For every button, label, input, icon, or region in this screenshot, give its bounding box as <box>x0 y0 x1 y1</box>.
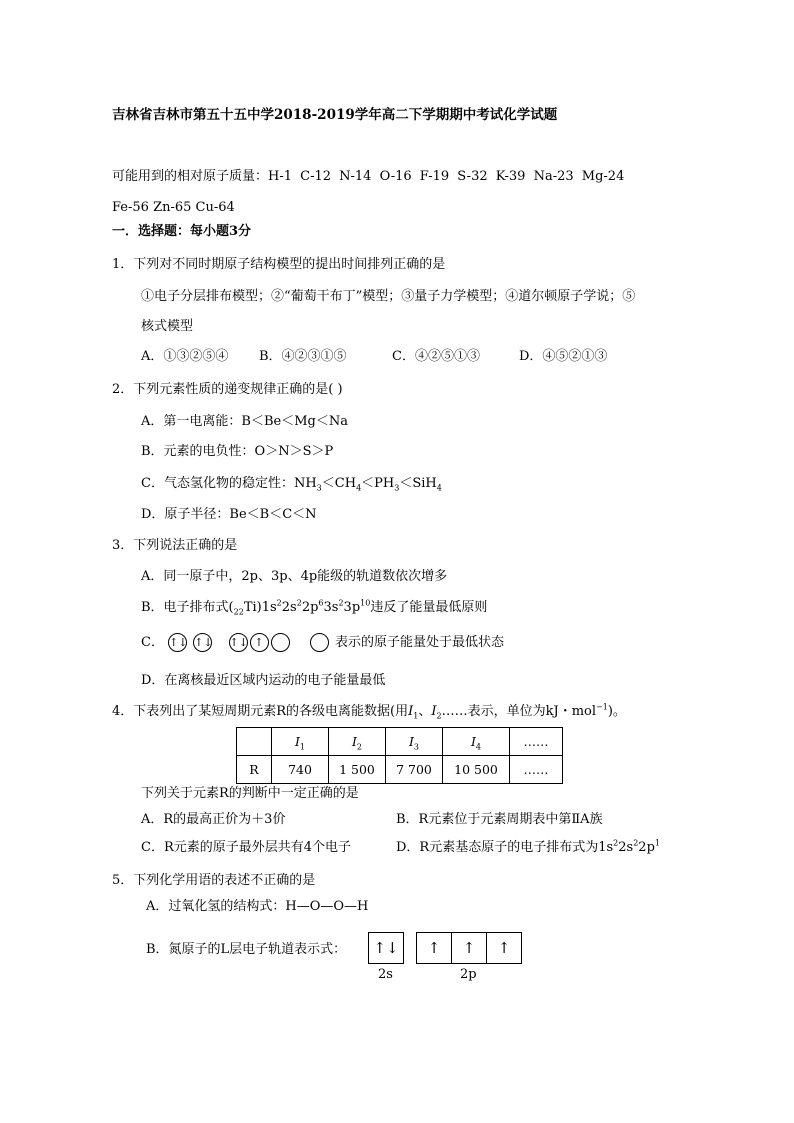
exam-title: 吉林省吉林市第五十五中学2018-2019学年高二下学期期中考试化学试题 <box>112 107 558 123</box>
q3-option-b-label: B．电子排布式( <box>141 600 234 615</box>
q2-option-d: D．原子半径：Be＜B＜C＜N <box>141 507 317 522</box>
q2-option-c <box>141 475 442 493</box>
q2-option-c-label: C．气态氢化物的稳定性： <box>141 476 294 491</box>
table-cell: …… <box>510 728 563 756</box>
label-2p: 2p <box>460 967 477 982</box>
orbital-circle-icon <box>310 633 329 652</box>
q4-option-a: A．R的最高正价为＋3价 <box>141 812 286 827</box>
q3-option-c-label: C． <box>141 635 164 650</box>
q1-option-c: C．④②⑤①③ <box>392 349 480 364</box>
table-cell: 1 500 <box>329 756 386 784</box>
q1-line3: 核式模型 <box>141 319 194 334</box>
q3-stem: 3．下列说法正确的是 <box>112 538 238 553</box>
table-cell: 10 500 <box>443 756 510 784</box>
table-cell: $I_4$ <box>443 728 510 756</box>
q3-option-d: D．在离核最近区域内运动的电子能量最低 <box>141 673 386 688</box>
table-cell: …… <box>510 756 563 784</box>
orbital-box-2s: ↑↓ <box>368 932 404 964</box>
atomic-masses-line2: Fe-56 Zn-65 Cu-64 <box>112 200 235 215</box>
q3-option-c <box>141 632 504 654</box>
orbital-circle-icon: ↑↓ <box>193 633 212 652</box>
orbital-box-2p-1: ↑ <box>416 932 452 964</box>
section-heading: 一．选择题：每小题3分 <box>112 224 252 239</box>
orbital-box-2p-3: ↑ <box>486 932 522 964</box>
q4-option-c: C．R元素的原子最外层共有4个电子 <box>141 840 352 855</box>
q1-line2: ①电子分层排布模型；②“葡萄干布丁”模型；③量子力学模型；④道尔顿原子学说；⑤ <box>141 289 636 304</box>
table-cell: $I_3$ <box>386 728 443 756</box>
table-cell: R <box>237 756 272 784</box>
q5-option-a: A．过氧化氢的结构式：H—O—O—H <box>146 899 369 914</box>
orbital-circle-icon: ↑↓ <box>168 633 187 652</box>
q3-option-b <box>141 599 487 617</box>
table-cell: $I_2$ <box>329 728 386 756</box>
q3-option-a: A．同一原子中，2p、3p、4p能级的轨道数依次增多 <box>141 569 448 584</box>
q3-option-b-suffix: 违反了能量最低原则 <box>370 600 488 615</box>
q4-option-d: D．R元素基态原子的电子排布式为$1s^22s^22p^1$ <box>396 838 660 855</box>
orbital-circle-icon <box>271 633 290 652</box>
q2-formula: $NH_3<CH_4<PH_3<SiH_4$ <box>293 476 442 493</box>
q4-option-b: B．R元素位于元素周期表中第ⅡA族 <box>396 812 603 827</box>
q2-stem: 2．下列元素性质的递变规律正确的是( ) <box>112 382 343 397</box>
table-row <box>237 756 563 784</box>
ionization-energy-table <box>236 727 563 784</box>
q4-stem: 4．下表列出了某短周期元素R的各级电离能数据(用$I_1$、$I_2\dots\dots$表示，单位为kJ・mol$^{-1}$)。 <box>112 702 626 721</box>
q5-option-b: B．氮原子的L层电子轨道表示式： <box>146 942 347 957</box>
orbital-circles <box>168 635 335 650</box>
q1-option-d: D．④⑤②①③ <box>519 349 608 364</box>
orbital-circle-icon: ↑↓ <box>229 633 248 652</box>
label-2s: 2s <box>378 967 393 982</box>
q1-option-b: B．④②③①⑤ <box>259 349 347 364</box>
q1-option-a: A．①③②⑤④ <box>141 349 229 364</box>
q5-stem: 5．下列化学用语的表述不正确的是 <box>112 873 316 888</box>
q2-option-b: B．元素的电负性：O＞N＞S＞P <box>141 444 334 459</box>
table-cell: $I_1$ <box>272 728 329 756</box>
orbital-circle-icon: ↑ <box>250 633 269 652</box>
orbital-box-2p-2: ↑ <box>451 932 487 964</box>
q3-option-c-suffix: 表示的原子能量处于最低状态 <box>334 635 504 650</box>
table-cell: 7 700 <box>386 756 443 784</box>
q2-option-a: A．第一电离能：B＜Be＜Mg＜Na <box>141 414 348 429</box>
atomic-masses-line1: 可能用到的相对原子质量：H-1 C-12 N-14 O-16 F-19 S-32 K-39 Na-23 Mg-24 <box>112 169 625 184</box>
table-header-row <box>237 728 563 756</box>
q4-subquestion: 下列关于元素R的判断中一定正确的是 <box>141 786 359 801</box>
table-cell: 740 <box>272 756 329 784</box>
q3-config: $_{22}Ti)1s^22s^22p^63s^23p^{10}$ <box>233 598 371 617</box>
q1-stem: 1．下列对不同时期原子结构模型的提出时间排列正确的是 <box>112 257 446 272</box>
table-cell <box>237 728 272 756</box>
